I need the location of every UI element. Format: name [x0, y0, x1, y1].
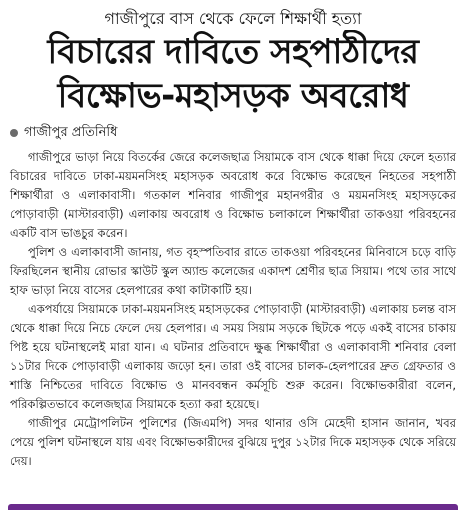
byline [10, 124, 456, 142]
bullet-icon [10, 129, 18, 137]
article-body [10, 148, 456, 471]
headline-line-1: বিচারের দাবিতে সহপাঠীদের [47, 32, 419, 72]
article-paragraph-2: পুলিশ ও এলাকাবাসী জানায়, গত বৃহস্পতিবার রাতে তাকওয়া পরিবহনের মিনিবাসে চড়ে বাড়ি ফিরছিলেন স্থানীয় রোভার স্কাউট স্কুল অ্যান্ড কলেজের একাদশ শ্রেণীর ছাত্র সিয়াম। পথে তার সাথে হাফ ভাড়া নিয়ে বাসের হেলপারের কথা কাটাকাটি হয়। [10, 245, 456, 297]
headline-line-2: বিক্ষোভ-মহাসড়ক অবরোধ [57, 76, 409, 116]
article-paragraph-1: গাজীপুরে ভাড়া নিয়ে বিতর্কের জেরে কলেজছাত্র সিয়ামকে বাস থেকে ধাক্কা দিয়ে ফেলে হত্যার বিচারের দাবিতে ঢাকা-ময়মনসিংহ মহাসড়ক অবরোধ করে বিক্ষোভ করেছেন নিহতের সহপাঠী শিক্ষার্থীরা ও এলাকাবাসী। গতকাল শনিবার গাজীপুর মহানগরীর ও ময়মনসিংহ মহাসড়কের পোড়াবাড়ী (মাস্টারবাড়ী) এলাকায় অবরোধ ও বিক্ষোভ চলাকালে শিক্ষার্থীরা তাকওয়া পরিবহনের একটি বাস ভাঙচুর করেন। [10, 150, 456, 240]
byline-text: গাজীপুর প্রতিনিধি [24, 125, 118, 140]
bottom-accent-bar [8, 504, 458, 510]
article-paragraph-3: একপর্যায়ে সিয়ামকে ঢাকা-ময়মনসিংহ মহাসড়কের পোড়াবাড়ী (মাস্টারবাড়ী) এলাকায় চলন্ত বাস থেকে ধাক্কা দিয়ে নিচে ফেলে দেয় হেলপার। এ সময় সিয়াম সড়কে ছিটকে পড়ে একই বাসের চাকায় পিষ্ট হয়ে ঘটনাস্থলেই মারা যান। এ ঘটনার প্রতিবাদে ক্ষুব্ধ শিক্ষার্থীরা ও এলাকাবাসী শনিবার বেলা ১১টার দিকে পোড়াবাড়ী এলাকায় জড়ো হন। তারা ওই বাসের চালক-হেলপারের দ্রুত গ্রেফতার ও শাস্তি নিশ্চিতের দাবিতে বিক্ষোভ ও মানববন্ধন কর্মসূচি শুরু করেন। বিক্ষোভকারীরা বলেন, পরিকল্পিতভাবে কলেজছাত্র সিয়ামকে হত্যা করা হয়েছে। [10, 302, 456, 411]
kicker-headline: গাজীপুরে বাস থেকে ফেলে শিক্ষার্থী হত্যা [104, 9, 362, 28]
article-paragraph-4: গাজীপুর মেট্রোপলিটন পুলিশের (জিএমপি) সদর থানার ওসি মেহেদী হাসান জানান, খবর পেয়ে পুলিশ ঘটনাস্থলে যায় এবং বিক্ষোভকারীদের বুঝিয়ে দুপুর ১২টার দিকে মহাসড়ক থেকে সরিয়ে দেয়। [10, 416, 456, 468]
